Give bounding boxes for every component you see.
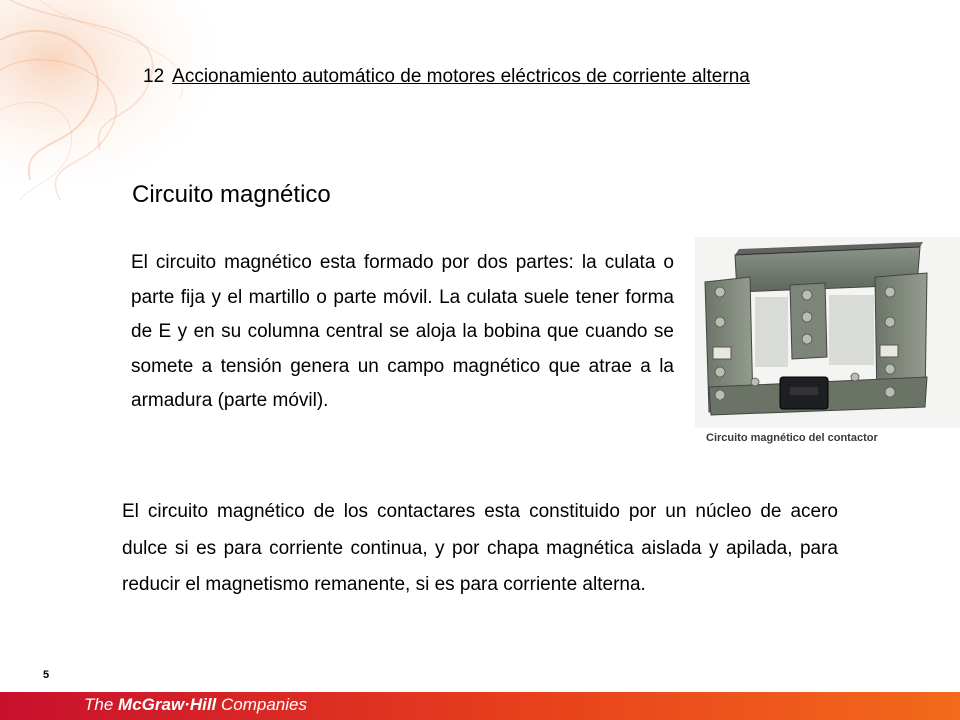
page-number: 5 (43, 669, 50, 681)
paragraph-1: El circuito magnético esta formado por dos partes: la culata o parte fija y el martillo o parte móvil. La culata suele tener forma de E y en su columna central se aloja la bobina que cuando se somete a tensión genera un campo magnético que atrae a la armadura (parte móvil). (131, 252, 674, 411)
chapter-heading (143, 66, 750, 88)
footer-bar (0, 692, 960, 720)
publisher-prefix: The (84, 695, 119, 714)
contactor-magnetic-circuit-photo (695, 237, 960, 428)
chapter-number: 12 (143, 66, 165, 87)
figure-caption: Circuito magnético del contactor (706, 432, 878, 444)
publisher-brand: McGraw·Hill (118, 695, 217, 714)
decorative-swirl (0, 0, 260, 200)
publisher-suffix: Companies (216, 695, 307, 714)
publisher-logo (84, 695, 307, 715)
chapter-title: Accionamiento automático de motores eléctricos de corriente alterna (172, 66, 750, 87)
paragraph-2: El circuito magnético de los contactares esta constituido por un núcleo de acero dulce si es para corriente continua, y por chapa magnética aislada y apilada, para reducir el magnetismo remanente, si es para corriente alterna. (122, 501, 838, 595)
section-heading: Circuito magnético (132, 181, 331, 208)
